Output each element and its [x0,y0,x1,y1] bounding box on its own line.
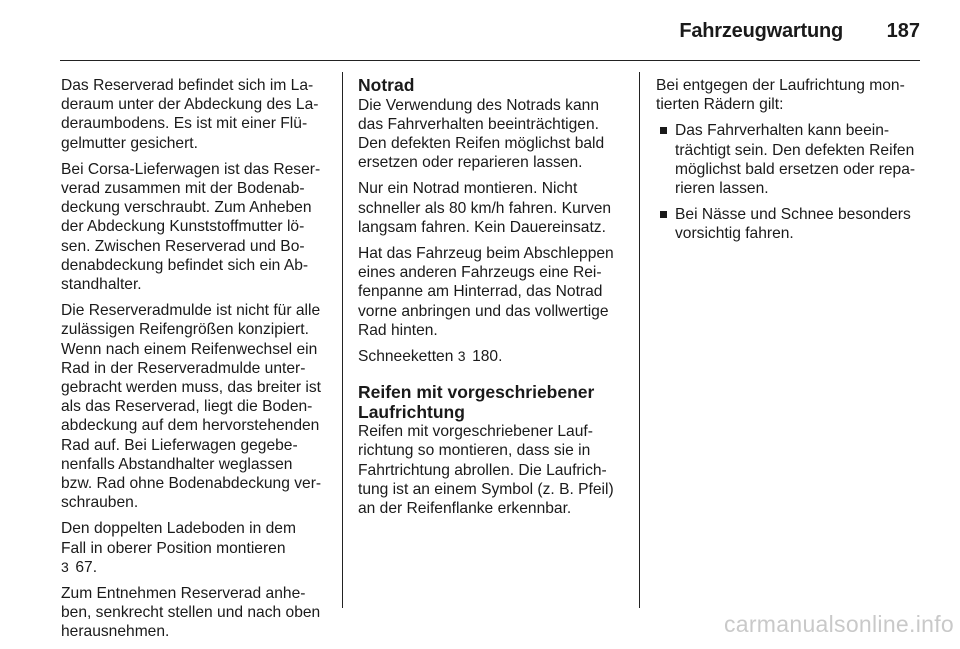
paragraph-notrad-speed: Nur ein Notrad montieren. Nicht schneller als 80 km/h fahren. Kurven langsam fahren. Kein Dauereinsatz. [358,180,612,236]
page-number: 187 [886,20,920,42]
bullet-square-icon [660,127,667,134]
paragraph-entgegen-laufrichtung: Bei entgegen der Laufrichtung mon- tierten Rädern gilt: [656,77,905,114]
header-rule [60,60,920,61]
page-reference-icon: 3 [457,347,466,364]
heading-notrad: Notrad [358,75,415,95]
page-reference-icon: 3 [61,558,69,575]
paragraph-laufrichtung: Reifen mit vorgeschriebener Lauf- richtung so montieren, dass sie in Fahrtrichtung abrollen. Die Laufrich- tung ist an einem Symbol (z. B. Pfeil) an der Reifenflanke erkennbar. [358,423,614,517]
bullet-list [656,121,924,243]
list-item [656,121,924,198]
schneeketten-text: Schneeketten [358,347,454,365]
column-right [656,76,924,251]
column-left [61,76,327,649]
page-header [0,0,960,62]
list-item-text: Bei Nässe und Schnee besonders vorsichtig fahren. [675,206,911,243]
page-title: Fahrzeugwartung [679,20,843,42]
list-item-text: Das Fahrverhalten kann beein- trächtigt sein. Den defekten Reifen möglichst bald ersetzen oder repa- rieren lassen. [675,122,916,198]
page-reference-link[interactable]: 67. [75,558,98,576]
paragraph-notrad-towing: Hat das Fahrzeug beim Abschleppen eines anderen Fahrzeugs eine Rei- fenpanne am Hinterrad, das Notrad vorne anbringen und das vollwertige Rad hinten. [358,244,614,339]
bullet-square-icon [660,211,667,218]
paragraph-notrad-intro: Die Verwendung des Notrads kann das Fahrverhalten beeinträchtigen. Den defekten Reifen möglichst bald ersetzen oder reparieren lassen. [358,96,605,172]
paragraph-entnehmen: Zum Entnehmen Reserverad anhe- ben, senkrecht stellen und nach oben herausnehmen. [61,585,321,641]
ladeboden-text: Den doppelten Ladeboden in dem Fall in oberer Position montieren [61,520,296,557]
paragraph-reserverad-location: Das Reserverad befindet sich im La- deraum unter der Abdeckung des La- deraumbodens. Es ist mit einer Flü- gelmutter gesichert. [61,77,319,152]
column-middle [358,76,626,525]
paragraph-corsa-lieferwagen: Bei Corsa-Lieferwagen ist das Reser- verad zusammen mit der Bodenab- deckung verschraubt. Zum Anheben der Abdeckung Kunststoffmutter lö- sen. Zwischen Reserverad und Bo- denabdeckung befindet sich ein Ab- standhalter. [61,160,321,294]
list-item [656,205,924,243]
paragraph-reserveradmulde: Die Reserveradmulde ist nicht für alle zulässigen Reifengrößen konzipiert. Wenn nach einem Reifenwechsel ein Rad in der Reserveradmulde unter- gebracht werden muss, das breiter ist als das Reserverad, liegt die Boden- abdeckung auf dem hervorstehenden Rad auf. Bei Lieferwagen gegebe- nenfalls Abstandhalter weglassen bzw. Rad ohne Bodenabdeckung ver- schrauben. [61,302,322,512]
column-divider-left [342,72,343,608]
column-divider-right [639,72,640,608]
heading-laufrichtung: Reifen mit vorgeschriebener Laufrichtung [358,382,595,422]
watermark: carmanualsonline.info [723,611,954,637]
page-reference-link[interactable]: 180. [472,347,503,365]
paragraph-schneeketten [358,347,626,366]
paragraph-ladeboden [61,519,327,577]
